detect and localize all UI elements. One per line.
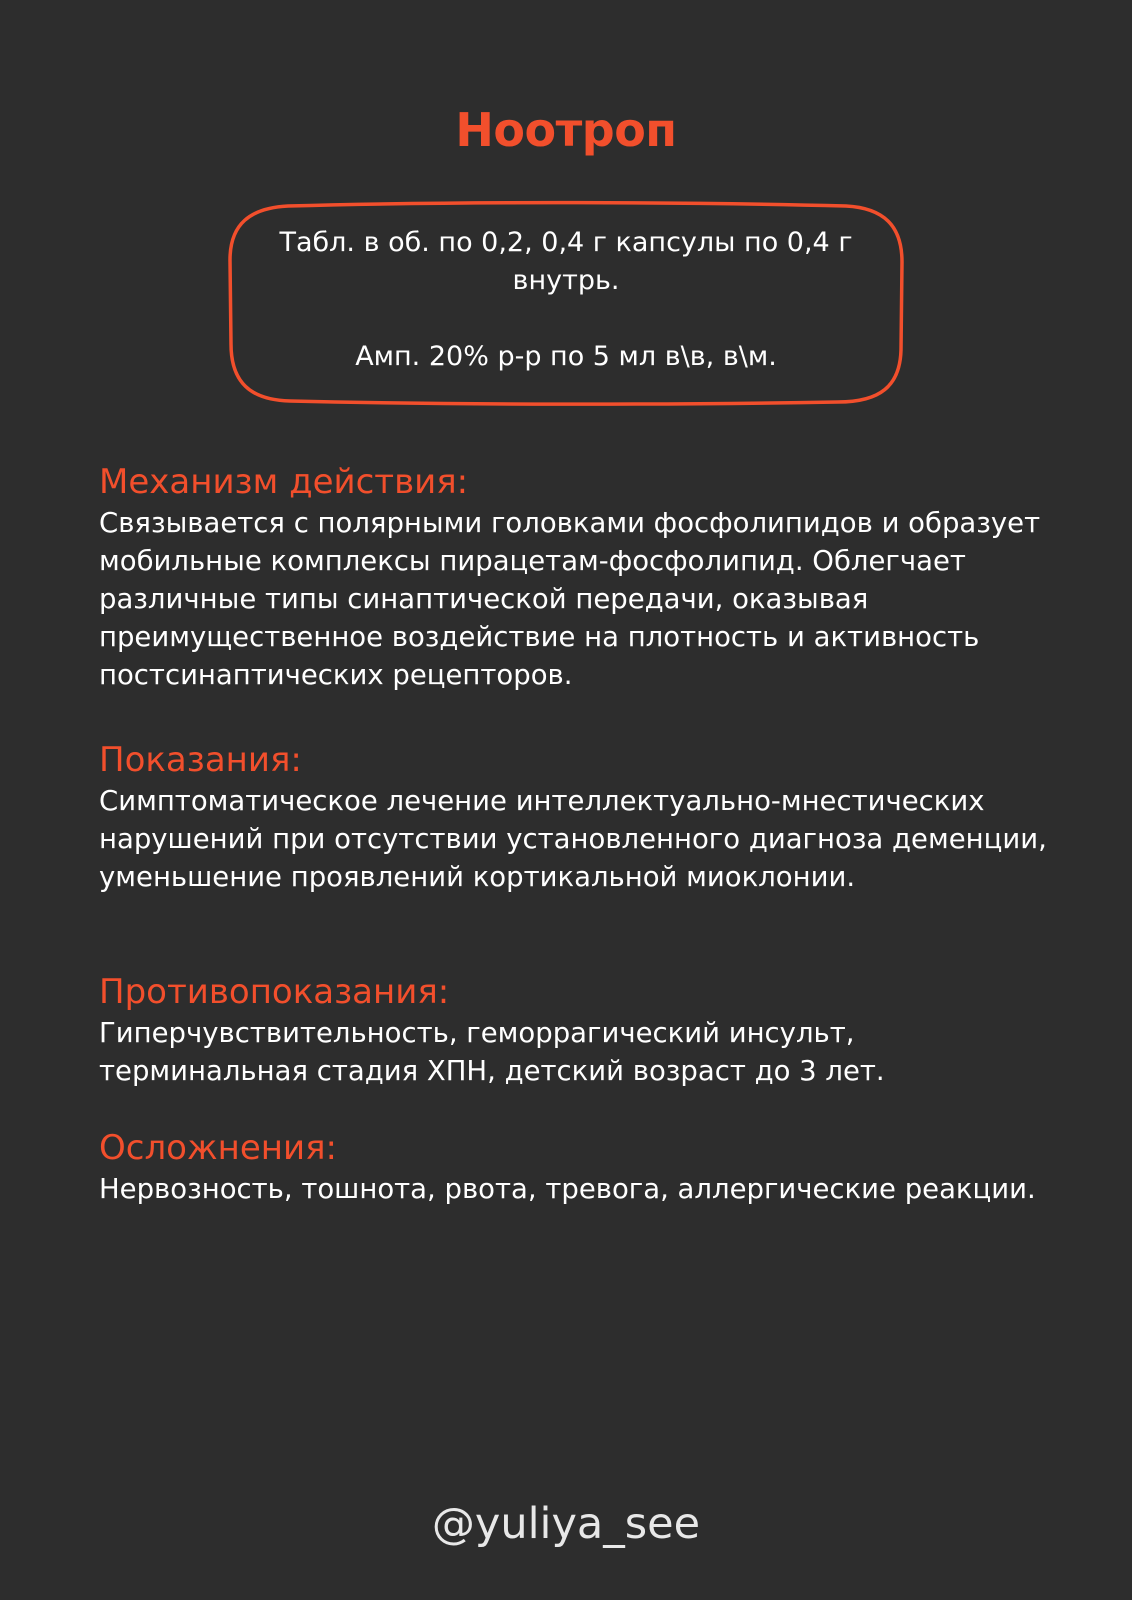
dosage-route: внутрь. bbox=[512, 265, 620, 296]
contraindications-heading: Противопоказания: bbox=[99, 972, 450, 1012]
page-title: Ноотроп bbox=[455, 103, 677, 157]
mechanism-heading: Механизм действия: bbox=[99, 462, 469, 502]
contraindications-section bbox=[99, 970, 1059, 1090]
dosage-text bbox=[246, 224, 886, 376]
mechanism-section bbox=[99, 460, 1059, 694]
mechanism-text: Связывается с полярными головками фосфолипидов и образует мобильные комплексы пирацетам-фосфолипид. Облегчает различные типы синаптической передачи, оказывая преимущественное воздействие на плотность и активность постсинаптических рецепторов. bbox=[99, 507, 1041, 691]
dosage-box bbox=[226, 200, 906, 406]
dosage-spacer bbox=[246, 300, 886, 338]
dosage-tablets: Табл. в об. по 0,2, 0,4 г капсулы по 0,4 г bbox=[279, 227, 853, 258]
complications-text: Нервозность, тошнота, рвота, тревога, аллергические реакции. bbox=[99, 1173, 1036, 1205]
complications-section bbox=[99, 1126, 1059, 1208]
indications-section bbox=[99, 738, 1059, 896]
author-handle: @yuliya_see bbox=[431, 1499, 701, 1549]
indications-text: Симптоматическое лечение интеллектуально-мнестических нарушений при отсутствии установленного диагноза деменции, уменьшение проявлений кортикальной миоклонии. bbox=[99, 785, 1047, 893]
complications-heading: Осложнения: bbox=[99, 1128, 337, 1168]
indications-heading: Показания: bbox=[99, 740, 302, 780]
contraindications-text: Гиперчувствительность, геморрагический инсульт, терминальная стадия ХПН, детский возраст до 3 лет. bbox=[99, 1017, 885, 1087]
dosage-ampoules: Амп. 20% р-р по 5 мл в\в, в\м. bbox=[355, 341, 777, 372]
